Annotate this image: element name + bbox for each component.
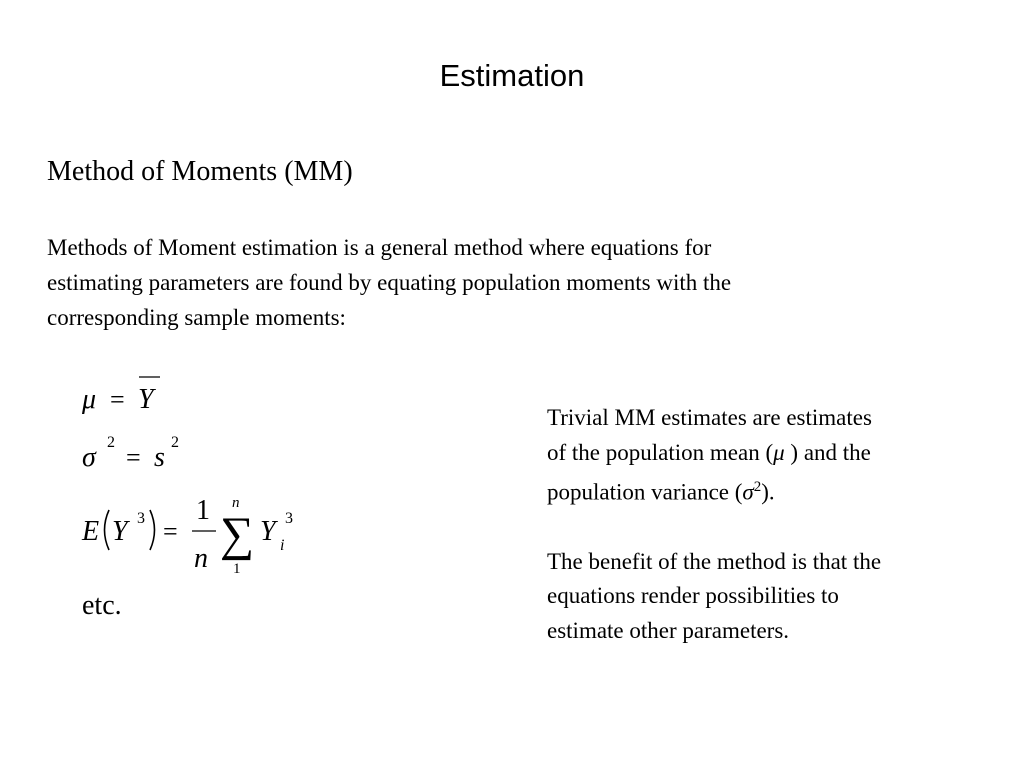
intro-line: corresponding sample moments: <box>47 305 346 330</box>
note-line: estimate other parameters. <box>547 617 790 643</box>
note-text: ) and the <box>784 439 871 465</box>
right-paren <box>150 510 155 550</box>
note-text: of the population mean ( <box>547 439 774 465</box>
equals-sign: = <box>163 517 178 546</box>
s-symbol: s <box>154 442 165 473</box>
yi-symbol: Y <box>260 516 276 547</box>
equals-sign: = <box>110 385 125 414</box>
intro-line: Methods of Moment estimation is a general method where equations for <box>47 235 712 260</box>
sum-upper-limit: n <box>232 495 240 511</box>
sigma-symbol: σ <box>82 442 96 473</box>
note-text: ). <box>761 479 775 505</box>
formula-svg <box>60 360 360 600</box>
y-exponent: 3 <box>137 510 145 527</box>
note-line <box>547 470 987 510</box>
yi-subscript: i <box>280 537 285 554</box>
y-symbol: Y <box>112 516 128 547</box>
intro-line: estimating parameters are found by equating population moments with the <box>47 270 732 295</box>
notes-panel <box>547 401 987 648</box>
note-line <box>547 436 987 471</box>
formula-third-moment <box>81 495 293 577</box>
note-text: population variance ( <box>547 479 743 505</box>
left-paren <box>105 510 110 550</box>
formula-variance <box>82 434 179 473</box>
sigma-symbol: σ <box>742 479 754 505</box>
note-line: Trivial MM estimates are estimates <box>547 405 872 430</box>
expectation-symbol: E <box>82 516 100 547</box>
sigma-exponent: 2 <box>753 479 762 495</box>
section-heading: Method of Moments (MM) <box>47 156 353 187</box>
mu-symbol: μ <box>773 439 785 465</box>
fraction-denominator: n <box>194 543 208 574</box>
slide-title: Estimation <box>439 58 585 93</box>
note-line: equations render possibilities to <box>547 583 839 609</box>
etc-text: etc. <box>82 590 122 621</box>
intro-paragraph <box>47 230 947 335</box>
formula-mean <box>81 377 160 415</box>
mu-symbol: μ <box>82 384 97 415</box>
sum-symbol: ∑ <box>220 508 255 561</box>
note-line: The benefit of the method is that the <box>547 548 882 574</box>
fraction-numerator: 1 <box>196 495 210 526</box>
s-exponent: 2 <box>171 434 179 451</box>
equals-sign: = <box>126 443 141 472</box>
sigma-exponent: 2 <box>107 434 115 451</box>
yi-exponent: 3 <box>285 510 293 527</box>
y-symbol: Y <box>138 384 154 415</box>
sum-lower-limit: 1 <box>233 561 241 577</box>
